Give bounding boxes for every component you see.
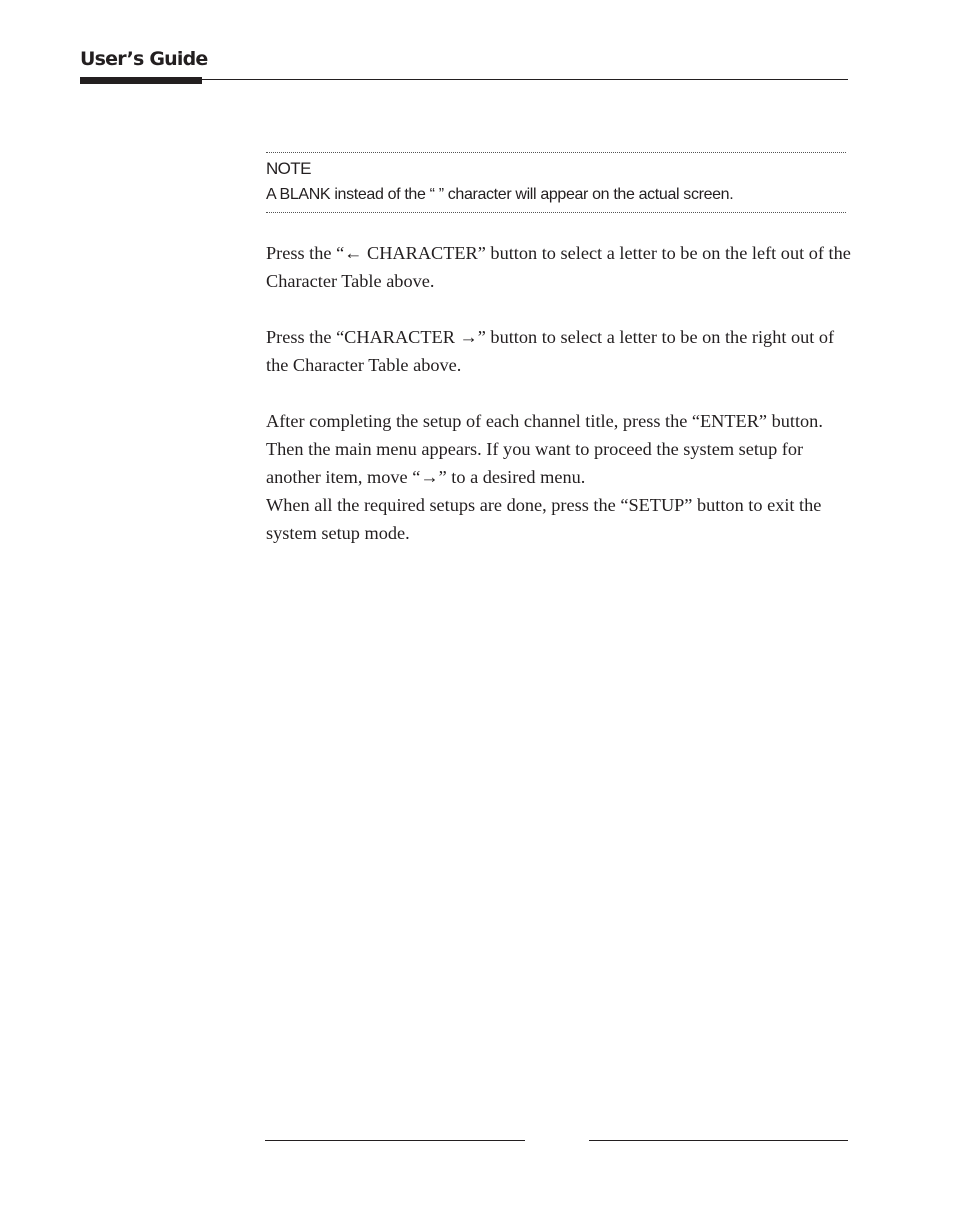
header-accent-bar	[80, 77, 202, 84]
footer-rule-right	[589, 1140, 848, 1141]
paragraph-text: When all the required setups are done, press the “SETUP” button to exit the system setup mode.	[266, 495, 822, 543]
page-header-title: User’s Guide	[80, 48, 208, 70]
footer-rule-left	[265, 1140, 525, 1141]
instruction-left-character	[266, 239, 856, 295]
note-top-divider	[266, 152, 846, 153]
note-bottom-divider	[266, 212, 846, 213]
paragraph-text: After completing the setup of each channel title, press the “ENTER” button. Then the main menu appears. If you want to proceed the system setup for another item, move “→” to a desired menu.	[266, 411, 823, 487]
note-heading: NOTE	[266, 159, 311, 178]
note-text: A BLANK instead of the “ ” character will appear on the actual screen.	[266, 186, 734, 203]
paragraph-text: Press the “CHARACTER →” button to select a letter to be on the right out of the Character Table above.	[266, 327, 835, 375]
instruction-right-character	[266, 323, 856, 379]
instruction-finish-setup	[266, 407, 856, 547]
paragraph-text: Press the “← CHARACTER” button to select a letter to be on the left out of the Character Table above.	[266, 243, 851, 291]
